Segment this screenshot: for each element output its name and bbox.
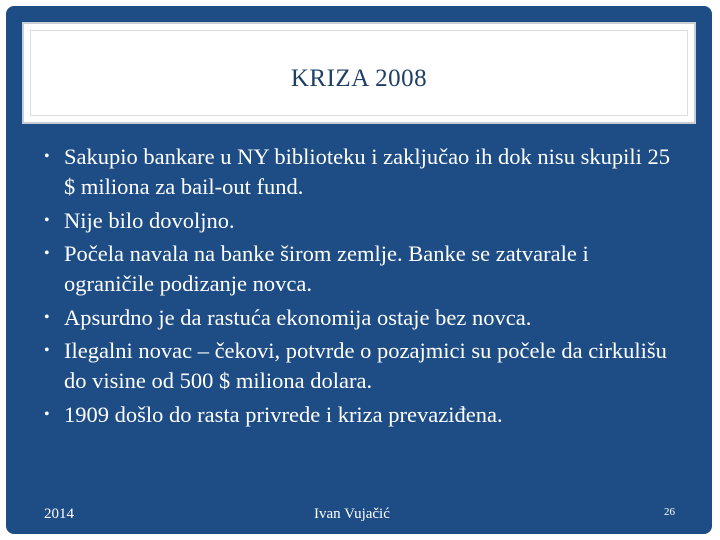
footer-page-number: 26: [664, 506, 675, 518]
slide: [6, 6, 712, 534]
bullet-marker: •: [44, 211, 50, 229]
bullet-item: [30, 336, 680, 396]
bullet-list: [30, 142, 680, 433]
bullet-item: [30, 206, 680, 236]
bullet-item: [30, 400, 680, 430]
bullet-marker: •: [44, 148, 50, 165]
title-box: [22, 22, 696, 124]
bullet-marker: •: [44, 342, 50, 359]
bullet-text: Počela navala na banke širom zemlje. Banke se zatvarale i ograničile podizanje novca.: [64, 241, 589, 296]
bullet-item: [30, 142, 680, 202]
bullet-marker: •: [44, 308, 50, 326]
bullet-marker: •: [44, 405, 50, 423]
bullet-text: Nije bilo dovoljno.: [64, 207, 235, 233]
bullet-text: Ilegalni novac – čekovi, potvrde o pozajmici su počele da cirkulišu do visine od 500 $ miliona dolara.: [64, 338, 667, 393]
footer-date: 2014: [44, 506, 74, 522]
bullet-text: Apsurdno je da rastuća ekonomija ostaje bez novca.: [64, 304, 532, 330]
bullet-text: 1909 došlo do rasta privrede i kriza prevaziđena.: [64, 401, 503, 427]
bullet-item: [30, 239, 680, 299]
bullet-text: Sakupio bankare u NY biblioteku i zaključao ih dok nisu skupili 25 $ miliona za bail-out fund.: [64, 144, 670, 199]
slide-title: KRIZA 2008: [290, 65, 428, 92]
title-inner-frame: [30, 30, 688, 116]
bullet-marker: •: [44, 245, 50, 262]
bullet-item: [30, 303, 680, 333]
footer-author: Ivan Vujačić: [314, 506, 390, 522]
